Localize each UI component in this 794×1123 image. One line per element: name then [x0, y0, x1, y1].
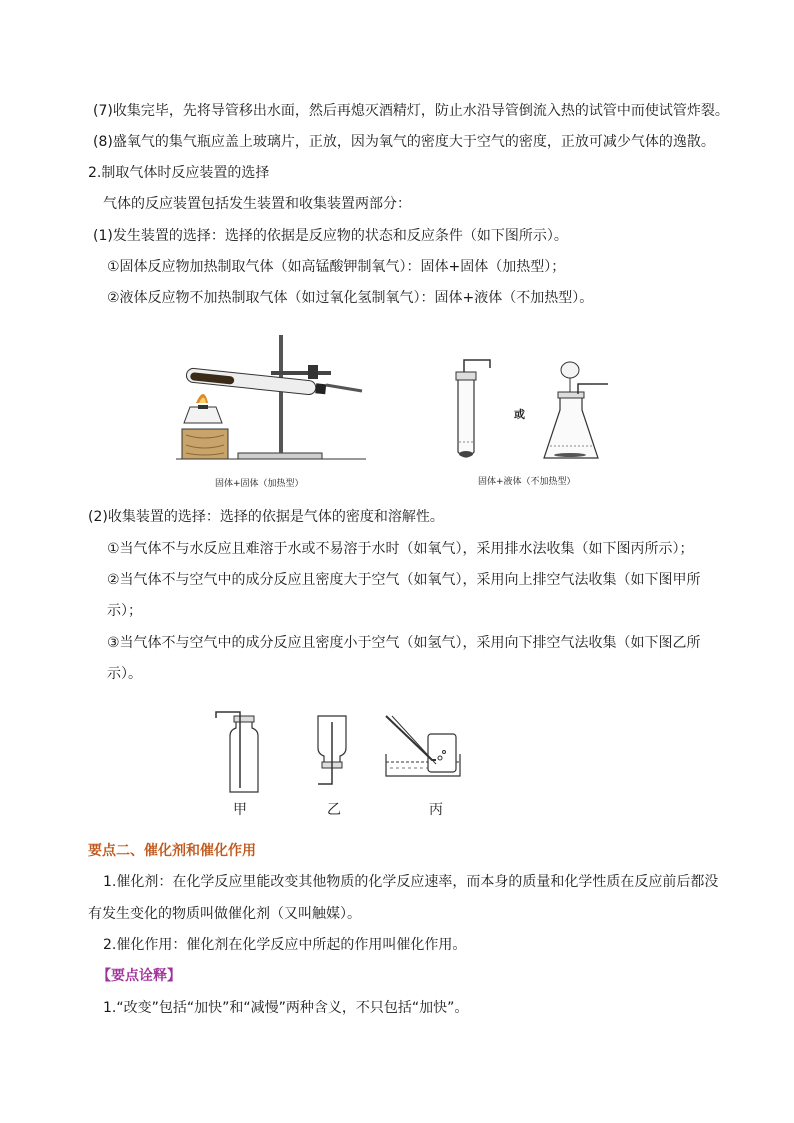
key-point-2-item-1-line2: 有发生变化的物质叫做催化剂（又叫触媒）。: [88, 906, 361, 922]
nonheating-caption: 固体+液体（不加热型）: [478, 477, 576, 487]
heating-caption: 固体+固体（加热型）: [215, 479, 304, 489]
section-2-1-item-a: ①固体反应物加热制取气体（如高锰酸钾制氧气）：固体+固体（加热型）；: [107, 259, 566, 275]
note-item-1: 1.“改变”包括“加快”和“减慢”两种含义，不只包括“加快”。: [103, 1000, 469, 1016]
collection-apparatus-figure: [214, 712, 474, 796]
section-2-2-item-b-line2: 示）；: [107, 603, 142, 619]
section-2-intro: 气体的反应装置包括发生装置和收集装置两部分：: [103, 196, 411, 212]
section-2-2-item-c-line1: ③当气体不与空气中的成分反应且密度小于空气（如氢气），采用向下排空气法收集（如下图乙所: [107, 635, 701, 651]
section-2-2-item-a: ①当气体不与水反应且难溶于水或不易溶于水时（如氧气），采用排水法收集（如下图丙所示）；: [107, 541, 694, 557]
heating-apparatus-figure: [176, 335, 366, 485]
paragraph-8: (8)盛氧气的集气瓶应盖上玻璃片，正放，因为氧气的密度大于空气的密度，正放可减少气体的逸散。: [93, 134, 715, 150]
collect-label-bing: 丙: [429, 802, 443, 818]
key-point-2-title: 要点二、催化剂和催化作用: [88, 843, 256, 859]
section-2-1: (1)发生装置的选择：选择的依据是反应物的状态和反应条件（如下图所示）。: [93, 228, 568, 244]
section-2-2: (2)收集装置的选择：选择的依据是气体的密度和溶解性。: [88, 509, 444, 525]
section-2-title: 2.制取气体时反应装置的选择: [88, 165, 270, 181]
collect-label-jia: 甲: [233, 802, 247, 818]
or-label: 或: [514, 408, 525, 421]
key-point-2-item-2: 2.催化作用：催化剂在化学反应中所起的作用叫催化作用。: [103, 937, 467, 953]
key-point-2-item-1-line1: 1.催化剂：在化学反应里能改变其他物质的化学反应速率，而本身的质量和化学性质在反应前后都没: [103, 874, 719, 890]
section-2-2-item-c-line2: 示）。: [107, 666, 142, 682]
note-title: 【要点诠释】: [97, 968, 181, 984]
section-2-1-item-b: ②液体反应物不加热制取气体（如过氧化氢制氧气）：固体+液体（不加热型）。: [107, 290, 594, 306]
paragraph-7: (7)收集完毕，先将导管移出水面，然后再熄灭酒精灯，防止水沿导管倒流入热的试管中而使试管炸裂。: [93, 103, 729, 119]
section-2-2-item-b-line1: ②当气体不与空气中的成分反应且密度大于空气（如氧气），采用向上排空气法收集（如下图甲所: [107, 572, 701, 588]
collect-label-yi: 乙: [327, 802, 341, 818]
